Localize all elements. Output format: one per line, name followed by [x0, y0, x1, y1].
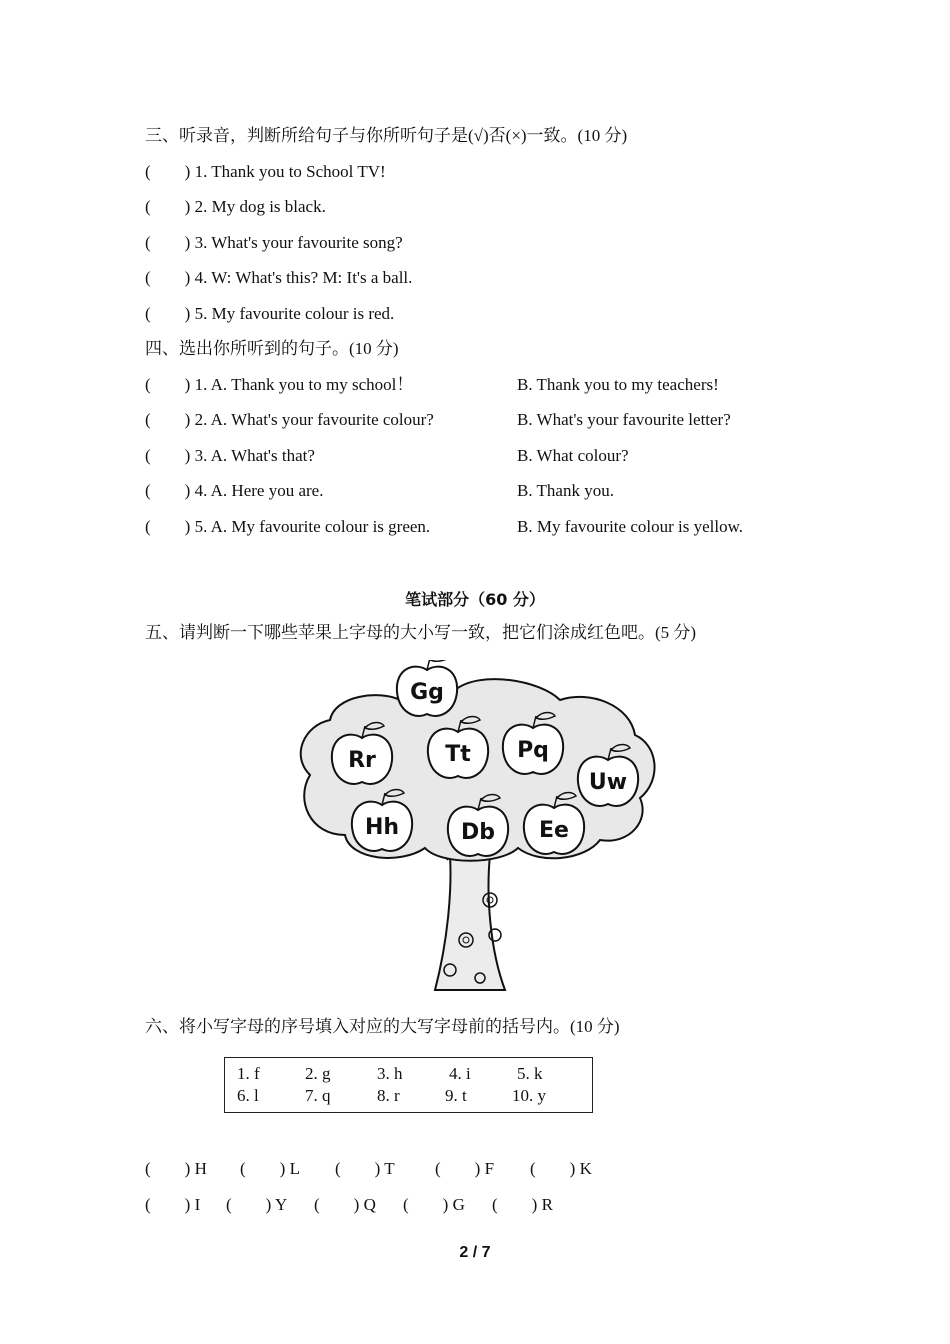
box-item-4: 4. i [449, 1064, 471, 1083]
section4-item-5-b: B. My favourite colour is yellow. [517, 517, 743, 536]
answer-F: ( ) F [435, 1159, 495, 1178]
apple-label: Tt [445, 742, 471, 767]
section6-heading: 六、将小写字母的序号填入对应的大写字母前的括号内。(10 分) [145, 1017, 620, 1036]
box-item-1: 1. f [237, 1064, 260, 1083]
answer-H: ( ) H [145, 1159, 207, 1178]
box-item-3: 3. h [377, 1064, 403, 1083]
box-item-5: 5. k [517, 1064, 543, 1083]
section3-heading: 三、听录音，判断所给句子与你所听句子是(√)否(×)一致。(10 分) [145, 126, 628, 145]
section4-item-2-a: ( ) 2. A. What's your favourite colour? [145, 410, 434, 429]
section4-item-1-a: ( ) 1. A. Thank you to my school！ [145, 375, 414, 394]
answer-L: ( ) L [240, 1159, 300, 1178]
apple-label: Gg [410, 680, 444, 705]
box-item-2: 2. g [305, 1064, 331, 1083]
written-part-title: 笔试部分（60 分） [405, 590, 545, 609]
apple-label: Hh [364, 815, 400, 840]
section4-item-2-b: B. What's your favourite letter? [517, 410, 731, 429]
section3-item-4: ( ) 4. W: What's this? M: It's a ball. [145, 268, 413, 287]
box-item-8: 8. r [377, 1086, 400, 1105]
answer-T: ( ) T [335, 1159, 395, 1178]
section3-item-3: ( ) 3. What's your favourite song? [145, 233, 403, 252]
section3-item-5: ( ) 5. My favourite colour is red. [145, 304, 395, 323]
tree-trunk [435, 855, 505, 990]
section4-heading: 四、选出你所听到的句子。(10 分) [145, 339, 399, 358]
answer-Y: ( ) Y [226, 1195, 288, 1214]
section4-item-4-b: B. Thank you. [517, 481, 614, 500]
section4-item-1-b: B. Thank you to my teachers! [517, 375, 719, 394]
section4-item-5-a: ( ) 5. A. My favourite colour is green. [145, 517, 431, 536]
apple-label: Pq [517, 738, 549, 763]
box-item-10: 10. y [512, 1086, 546, 1105]
section4-item-3-b: B. What colour? [517, 446, 629, 465]
apple-label: Rr [348, 748, 376, 773]
answer-G: ( ) G [403, 1195, 465, 1214]
box-item-9: 9. t [445, 1086, 467, 1105]
section3-item-1: ( ) 1. Thank you to School TV! [145, 162, 386, 181]
lowercase-letter-box [224, 1057, 593, 1113]
section3-item-2: ( ) 2. My dog is black. [145, 197, 326, 216]
apple-tree-illustration [290, 660, 665, 1000]
apple-gg[interactable] [397, 660, 457, 716]
section4-item-3-a: ( ) 3. A. What's that? [145, 446, 315, 465]
answer-R: ( ) R [492, 1195, 553, 1214]
answer-Q: ( ) Q [314, 1195, 376, 1214]
box-item-6: 6. l [237, 1086, 259, 1105]
apple-label: Uw [588, 770, 628, 795]
apple-label: Ee [539, 818, 569, 843]
answer-K: ( ) K [530, 1159, 592, 1178]
section4-item-4-a: ( ) 4. A. Here you are. [145, 481, 324, 500]
apple-label: Db [460, 820, 496, 845]
section5-heading: 五、请判断一下哪些苹果上字母的大小写一致，把它们涂成红色吧。(5 分) [145, 623, 697, 642]
answer-I: ( ) I [145, 1195, 201, 1214]
box-item-7: 7. q [305, 1086, 331, 1105]
page-number: 2 / 7 [459, 1244, 491, 1261]
